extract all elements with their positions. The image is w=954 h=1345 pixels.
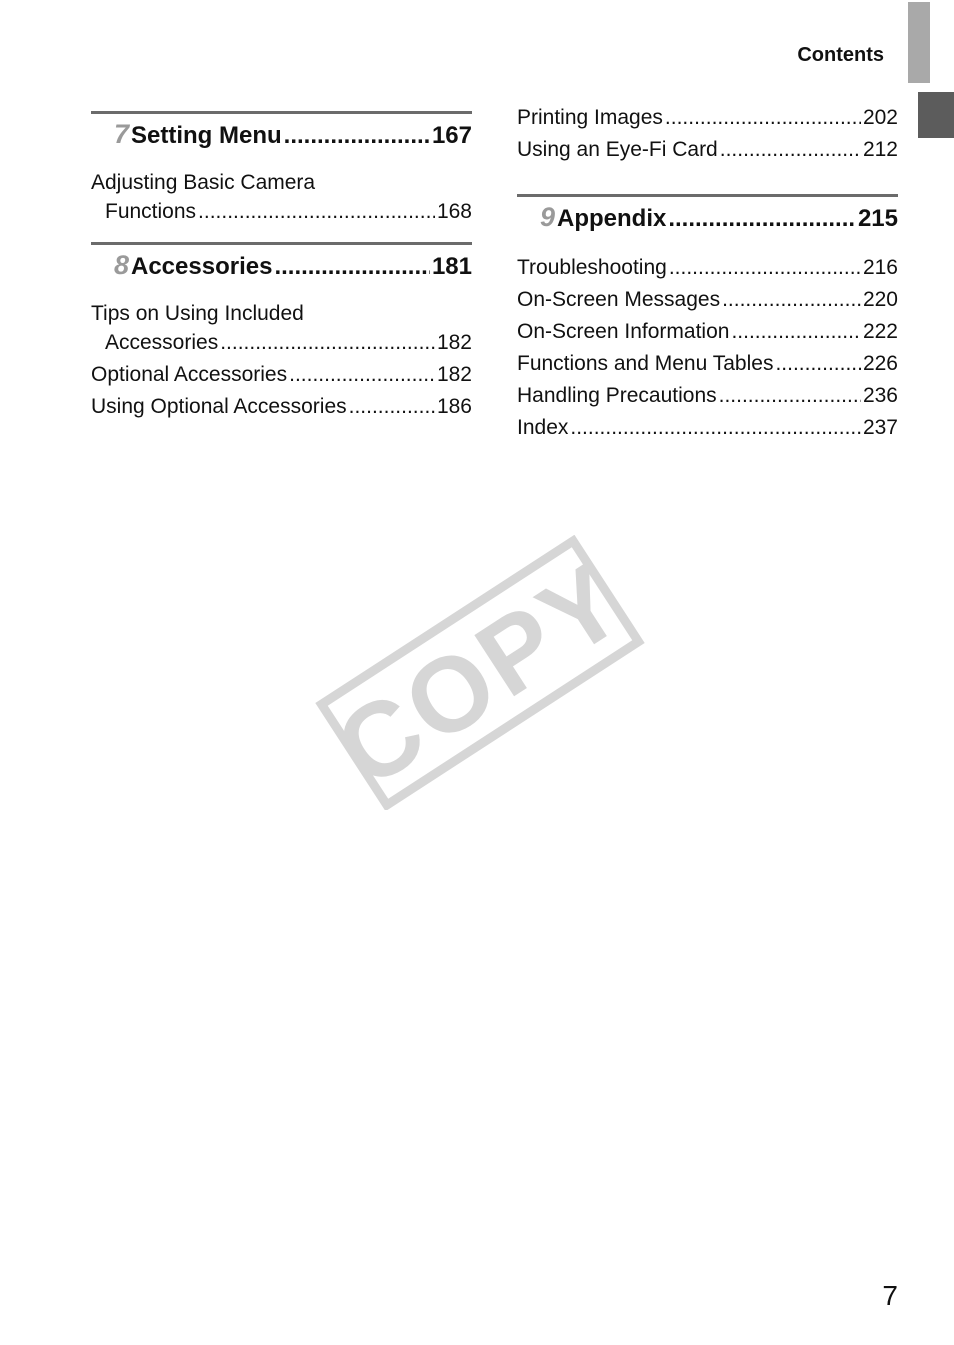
- leader-dots: [284, 122, 430, 150]
- leader-dots: [775, 348, 861, 380]
- chapter-page: 181: [431, 253, 472, 280]
- toc-entry-page: 222: [862, 320, 898, 343]
- leader-dots: [349, 391, 435, 423]
- toc-left-column: [91, 111, 472, 423]
- leader-dots: [220, 327, 435, 359]
- toc-entry-page: 237: [862, 416, 898, 439]
- chapter-page: 167: [431, 122, 472, 149]
- toc-chapter-heading[interactable]: [517, 202, 898, 236]
- toc-entry-label: On-Screen Messages: [517, 288, 721, 311]
- toc-entry[interactable]: [91, 169, 472, 228]
- leader-dots: [274, 253, 430, 281]
- toc-entry-page: 236: [862, 384, 898, 407]
- toc-entry-page: 220: [862, 288, 898, 311]
- chapter-number: 8: [113, 250, 129, 280]
- chapter-page: 215: [857, 205, 898, 232]
- toc-entry-label: Functions and Menu Tables: [517, 352, 774, 375]
- page-header-title: Contents: [797, 44, 884, 66]
- toc-entry[interactable]: [517, 316, 898, 348]
- leader-dots: [289, 359, 435, 391]
- toc-chapter-7: [91, 111, 472, 153]
- toc-entry[interactable]: [517, 348, 898, 380]
- toc-entry-label: Accessories: [105, 331, 219, 354]
- toc-entry-row: [91, 196, 472, 228]
- toc-entry[interactable]: [517, 102, 898, 134]
- toc-entry[interactable]: [517, 412, 898, 444]
- toc-entry-page: 216: [862, 256, 898, 279]
- chapter-number: 7: [113, 119, 129, 149]
- page-number: 7: [882, 1280, 898, 1311]
- toc-entry[interactable]: [517, 134, 898, 166]
- leader-dots: [198, 196, 435, 228]
- leader-dots: [665, 102, 861, 134]
- leader-dots: [668, 205, 856, 233]
- toc-entry-label: Using Optional Accessories: [91, 395, 347, 418]
- toc-entry-page: 182: [436, 363, 472, 386]
- toc-entry[interactable]: [517, 284, 898, 316]
- watermark-text: COPY: [316, 539, 646, 810]
- toc-entry[interactable]: [91, 359, 472, 391]
- copy-watermark: [310, 535, 650, 810]
- chapter-title: Accessories: [131, 253, 273, 280]
- toc-entry-label: Troubleshooting: [517, 256, 667, 279]
- toc-entry-page: 186: [436, 395, 472, 418]
- toc-entry-label: Optional Accessories: [91, 363, 288, 386]
- toc-entry-label: Functions: [105, 200, 197, 223]
- toc-entry-page: 212: [862, 138, 898, 161]
- toc-entry-page: 168: [436, 200, 472, 223]
- toc-entry-page: 182: [436, 331, 472, 354]
- toc-entry-label: On-Screen Information: [517, 320, 730, 343]
- chapter-tab-dark: [918, 92, 954, 138]
- toc-entry-label: Handling Precautions: [517, 384, 717, 407]
- toc-entry[interactable]: [91, 391, 472, 423]
- toc-entry-page: 202: [862, 106, 898, 129]
- toc-entry[interactable]: [91, 300, 472, 359]
- leader-dots: [719, 380, 861, 412]
- toc-entry-page: 226: [862, 352, 898, 375]
- toc-entry-label: Printing Images: [517, 106, 663, 129]
- spacer: [91, 228, 472, 242]
- leader-dots: [720, 134, 861, 166]
- leader-dots: [570, 412, 861, 444]
- toc-chapter-heading[interactable]: [91, 250, 472, 284]
- toc-chapter-9: [517, 194, 898, 236]
- leader-dots: [731, 316, 861, 348]
- leader-dots: [722, 284, 861, 316]
- toc-entry-row: [91, 327, 472, 359]
- toc-entry[interactable]: [517, 252, 898, 284]
- chapter-title: Appendix: [557, 205, 667, 232]
- toc-entry-label: Using an Eye-Fi Card: [517, 138, 718, 161]
- toc-entry-label-line1: Adjusting Basic Camera: [91, 171, 316, 194]
- spacer: [517, 166, 898, 194]
- chapter-tab-light: [908, 2, 930, 83]
- leader-dots: [669, 252, 861, 284]
- toc-chapter-heading[interactable]: [91, 119, 472, 153]
- toc-right-column: [517, 102, 898, 444]
- toc-chapter-8: [91, 242, 472, 284]
- chapter-title: Setting Menu: [131, 122, 282, 149]
- toc-entry-label-line1: Tips on Using Included: [91, 302, 304, 325]
- toc-entry-label: Index: [517, 416, 569, 439]
- chapter-number: 9: [539, 202, 555, 232]
- toc-entry[interactable]: [517, 380, 898, 412]
